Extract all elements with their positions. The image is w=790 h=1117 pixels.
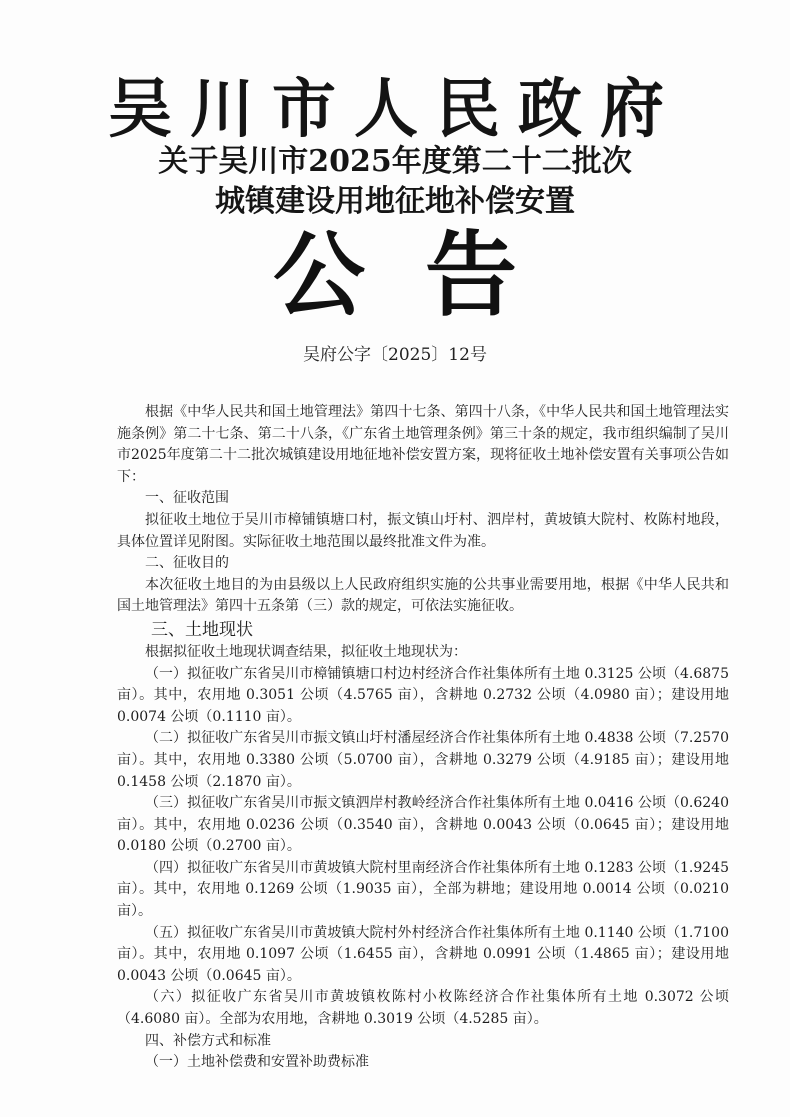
land-item: （三）拟征收广东省吴川市振文镇泗岸村教岭经济合作社集体所有土地 0.0416 公顷（0.6240 亩）。其中，农用地 0.0236 公顷（0.3540 亩），含耕地 0.0043 公顷（0.0645 亩）；建设用地 0.0180 公顷（0.2700 亩）。 (117, 795, 729, 855)
section-2-heading: 二、征收目的 (145, 555, 229, 572)
land-item: （六）拟征收广东省吴川市黄坡镇枚陈村小枚陈经济合作社集体所有土地 0.3072 公顷（4.6080 亩）。全部为农用地，含耕地 0.3019 公顷（4.5285 亩）。 (117, 989, 729, 1028)
section-4-heading: 四、补偿方式和标准 (145, 1032, 271, 1049)
notice-heading: 公告 (272, 222, 577, 329)
section-2-paragraph: 本次征收土地目的为由县级以上人民政府组织实施的公共事业需要用地，根据《中华人民共和国土地管理法》第四十五条第（三）款的规定，可依法实施征收。 (117, 576, 729, 615)
document-title-line-1: 关于吴川市2025年度第二十二批次 (158, 144, 632, 179)
land-item: （五）拟征收广东省吴川市黄坡镇大院村外村经济合作社集体所有土地 0.1140 公顷（1.7100 亩）。其中，农用地 0.1097 公顷（1.6455 亩），含耕地 0.0991 公顷（1.4865 亩）；建设用地 0.0043 公顷（0.0645 亩）。 (117, 924, 729, 984)
section-4-subheading-1: （一）土地补偿费和安置补助费标准 (145, 1054, 369, 1071)
land-item: （一）拟征收广东省吴川市樟铺镇塘口村边村经济合作社集体所有土地 0.3125 公顷（4.6875 亩）。其中，农用地 0.3051 公顷（4.5765 亩），含耕地 0.2732 公顷（4.0980 亩）；建设用地 0.0074 公顷（0.1110 亩）。 (117, 665, 729, 725)
section-3-intro: 根据拟征收土地现状调查结果，拟征收土地现状为： (145, 643, 467, 660)
issuing-authority-title: 吴川市人民政府 (108, 73, 682, 147)
section-1-paragraph: 拟征收土地位于吴川市樟铺镇塘口村，振文镇山圩村、泗岸村，黄坡镇大院村、枚陈村地段，具体位置详见附图。实际征收土地范围以最终批准文件为准。 (117, 511, 729, 550)
intro-paragraph: 根据《中华人民共和国土地管理法》第四十七条、第四十八条，《中华人民共和国土地管理法实施条例》第二十七条、第二十八条，《广东省土地管理条例》第三十条的规定，我市组织编制了吴川市2025年度第二十二批次城镇建设用地征地补偿安置方案，现将征收土地补偿安置有关事项公告如下： (117, 404, 729, 485)
section-3-heading: 三、土地现状 (151, 619, 253, 640)
document-title-line-2: 城镇建设用地征地补偿安置 (215, 184, 575, 219)
land-item: （四）拟征收广东省吴川市黄坡镇大院村里南经济合作社集体所有土地 0.1283 公顷（1.9245 亩）。其中，农用地 0.1269 公顷（1.9035 亩），全部为耕地；建设用地 0.0014 公顷（0.0210 亩）。 (117, 859, 729, 920)
document-body (117, 402, 729, 1074)
section-1-heading: 一、征收范围 (145, 490, 229, 507)
land-item: （二）拟征收广东省吴川市振文镇山圩村潘屋经济合作社集体所有土地 0.4838 公顷（7.2570 亩）。其中，农用地 0.3380 公顷（5.0700 亩），含耕地 0.3279 公顷（4.9185 亩）；建设用地 0.1458 公顷（2.1870 亩）。 (117, 730, 729, 790)
document-number: 吴府公字〔2025〕12号 (303, 345, 487, 365)
